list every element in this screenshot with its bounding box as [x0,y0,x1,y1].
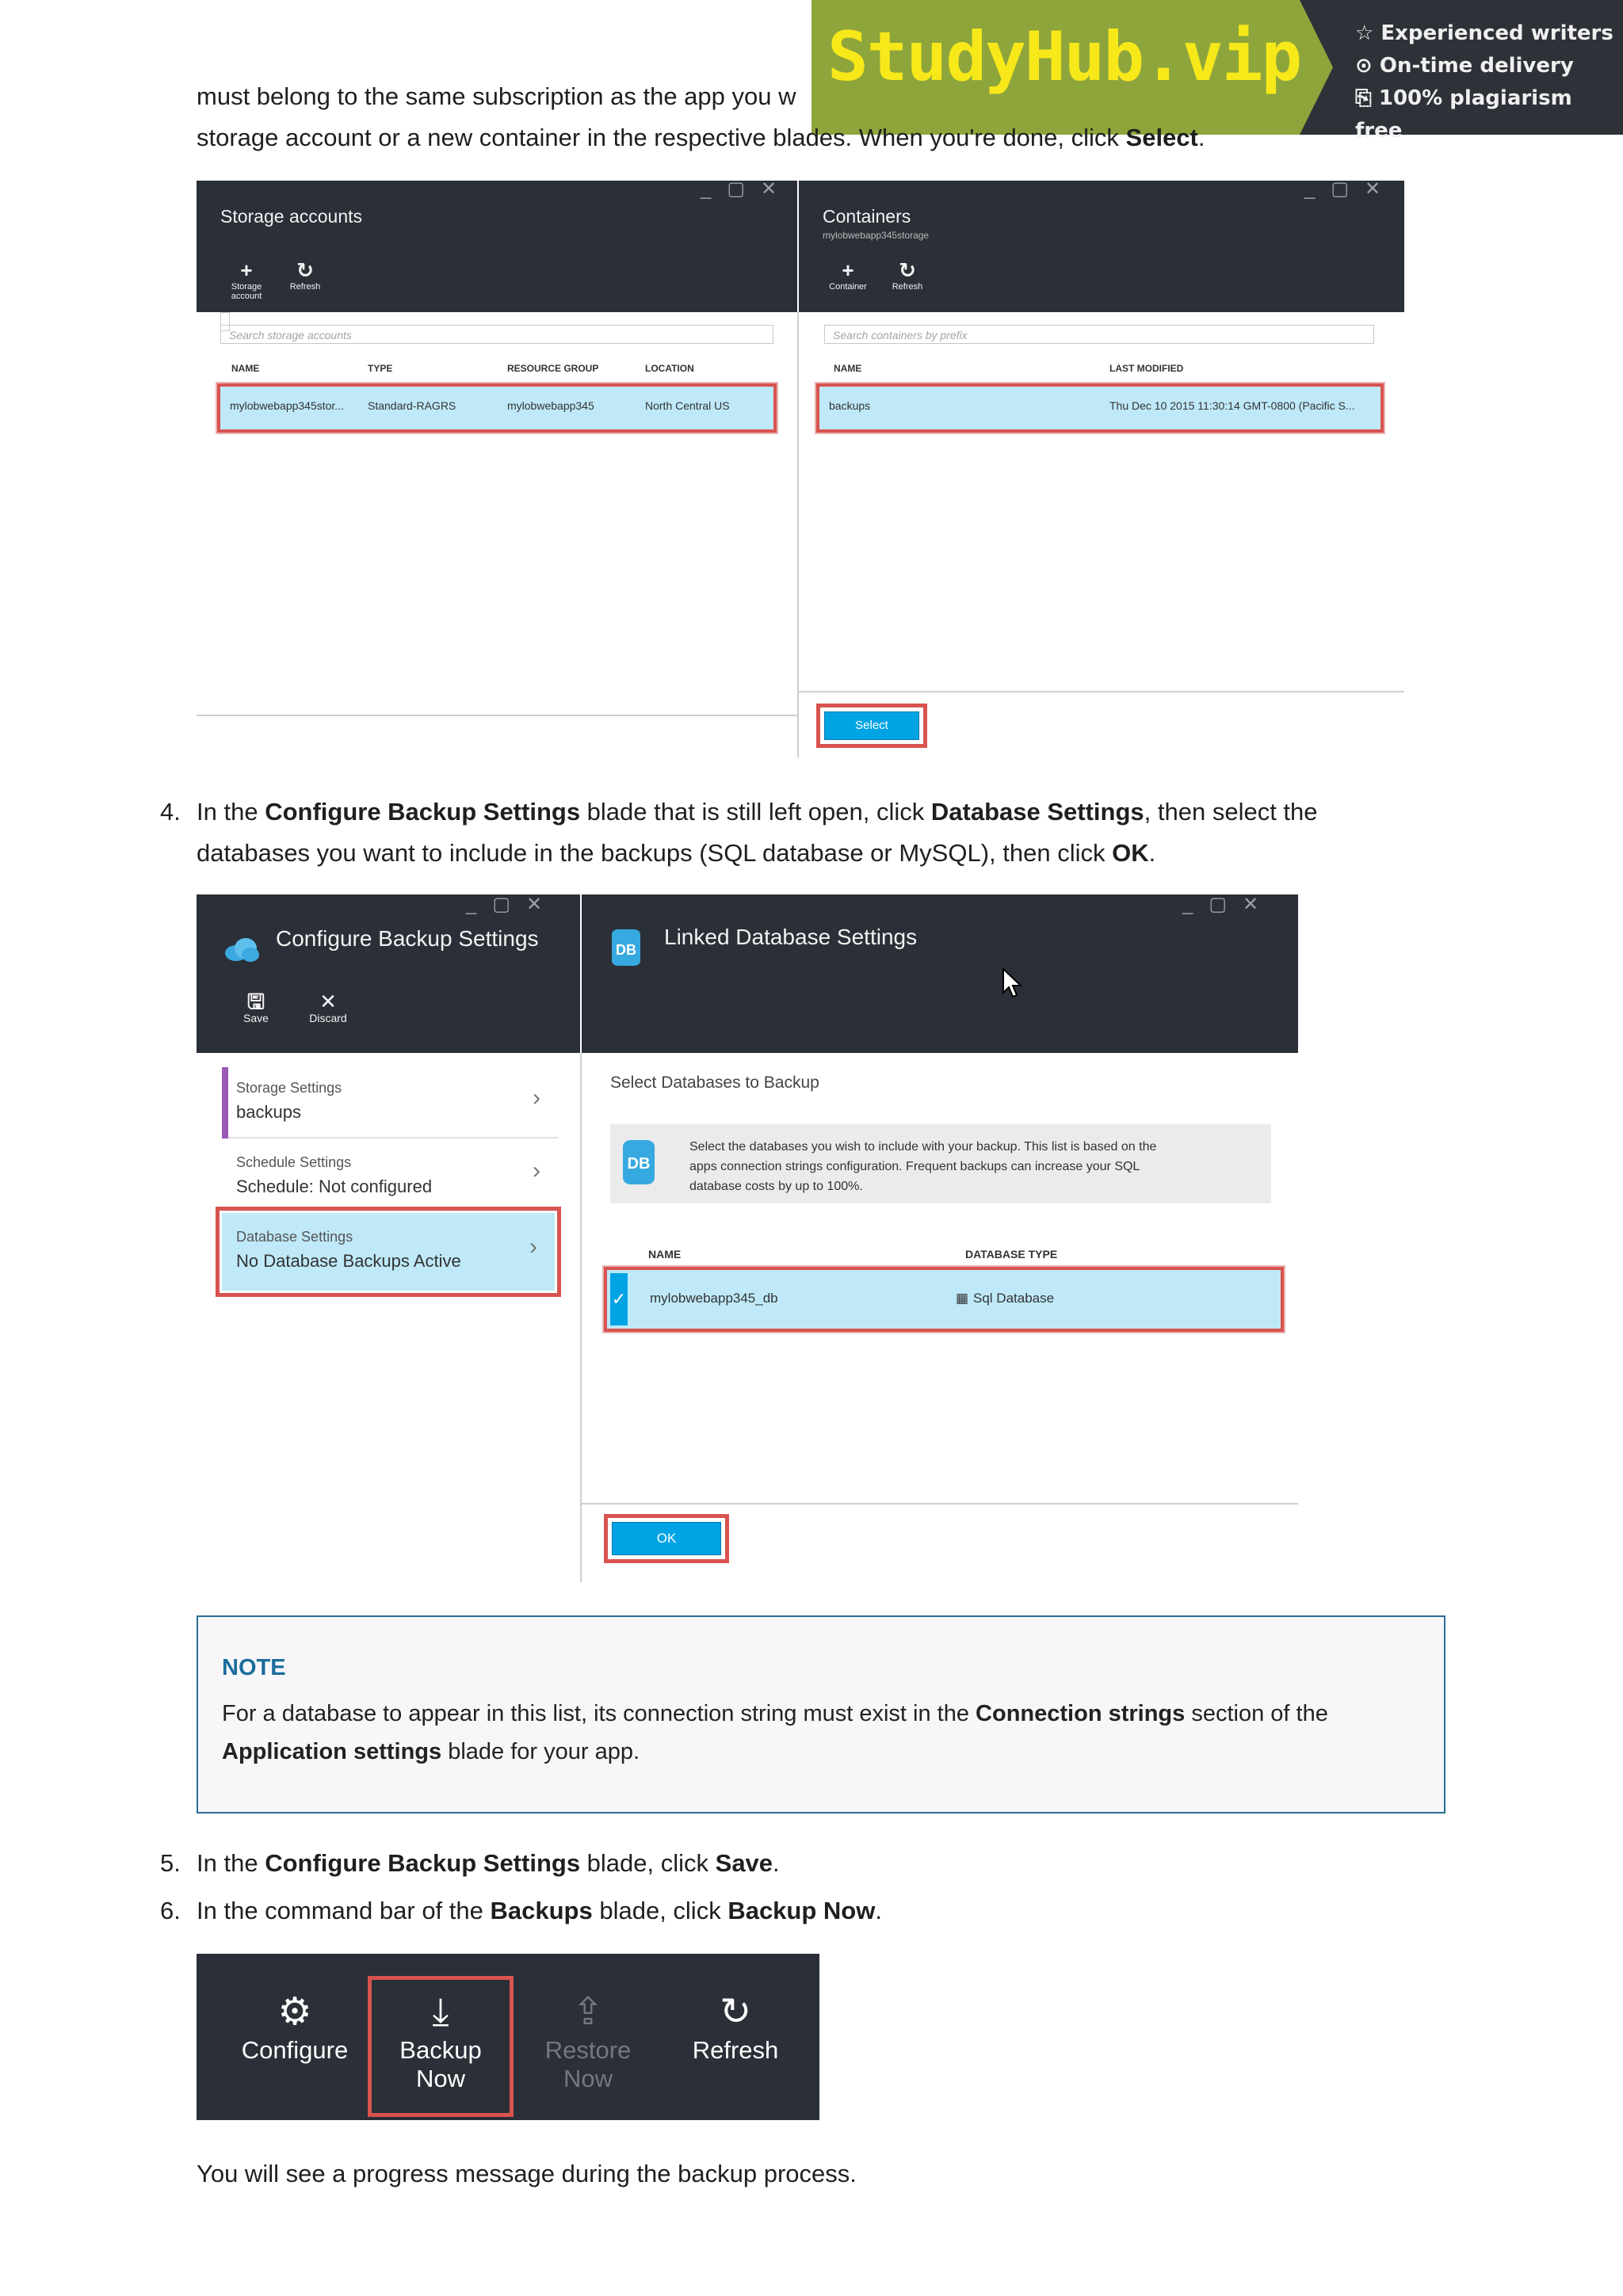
watermark-feature: ⎘ 100% plagiarism free [1355,86,1572,143]
close-icon: ✕ [319,990,337,1013]
refresh-button[interactable]: ↻ Refresh [285,258,325,292]
note-title: NOTE [222,1655,286,1680]
refresh-icon: ↻ [719,1991,752,2033]
search-storage-input[interactable]: Search storage accounts [220,325,773,344]
column-header: LAST MODIFIED [1109,363,1184,374]
window-controls[interactable]: _▢✕ [1182,894,1275,915]
backups-command-bar [197,1954,819,2120]
window-controls[interactable]: _▢✕ [701,178,793,200]
watermark-brand: StudyHub.vip [827,17,1301,97]
schedule-settings-item[interactable]: Schedule Settings Schedule: Not configured › [222,1140,558,1211]
intro-line-1: must belong to the same subscription as the app you w [197,82,796,110]
cloud-icon [223,936,258,959]
storage-accounts-header [197,178,797,312]
step-6-number: 6. [160,1897,181,1924]
configure-backup-header [197,894,580,1053]
window-controls[interactable]: _▢✕ [1304,178,1397,200]
intro-line-2: storage account or a new container in the respective blades. When you're done, click Select. [197,124,1205,151]
column-header: RESOURCE GROUP [507,363,599,374]
database-icon: DB [612,929,640,966]
divider [799,691,1404,692]
search-containers-input[interactable]: Search containers by prefix [824,325,1374,344]
column-header: TYPE [368,363,393,374]
step-5-text: In the Configure Backup Settings blade, click Save. [197,1849,780,1877]
step-4-text: In the Configure Backup Settings blade that is still left open, click Database Settings, then select the [197,798,1318,826]
save-icon: 🖫 [246,990,265,1013]
column-header: NAME [231,363,260,374]
containers-title: Containers [823,206,911,227]
storage-accounts-body [197,312,797,757]
plus-icon: + [240,258,253,282]
database-row[interactable]: ✓ mylobwebapp345_db ▦ Sql Database [604,1267,1284,1332]
step-4-number: 4. [160,798,181,826]
column-header: LOCATION [645,363,694,374]
add-container-button[interactable]: + Container [826,258,870,292]
gear-icon: ⚙ [277,1991,312,2033]
select-button[interactable]: Select [824,711,919,740]
window-controls[interactable]: _▢✕ [466,894,559,915]
mouse-cursor-icon [1002,967,1022,1003]
item-accent [222,1067,228,1138]
column-header: NAME [834,363,862,374]
info-panel [610,1124,1271,1203]
discard-button[interactable]: ✕ Discard [304,990,352,1023]
note-line-1: For a database to appear in this list, its connection string must exist in the Connection strings section of the [222,1701,1328,1726]
step-6-text: In the command bar of the Backups blade, click Backup Now. [197,1897,882,1924]
storage-account-row[interactable]: mylobwebapp345stor... Standard-RAGRS mylobwebapp345 North Central US [217,383,777,433]
column-header: DATABASE TYPE [965,1248,1058,1261]
linked-database-title: Linked Database Settings [664,925,918,949]
closing-text: You will see a progress message during the backup process. [197,2160,857,2187]
upload-icon: ⇪ [571,1991,605,2033]
containers-header [799,178,1404,312]
ok-button[interactable]: OK [612,1522,721,1555]
refresh-icon: ↻ [899,258,916,282]
download-icon: ⤓ [432,1991,449,2033]
column-header: NAME [648,1248,682,1261]
info-text: Select the databases you wish to include with your backup. This list is based on the apps connection strings configuration. Frequent backups can increase your SQL database costs by up to 100%. [689,1140,1157,1193]
chevron-right-icon: › [533,1085,540,1111]
sql-database-icon: ▦ [956,1291,969,1306]
step-4-text-2: databases you want to include in the backups (SQL database or MySQL), then click OK. [197,839,1156,867]
watermark-arrow [1300,0,1333,135]
note-box [197,1615,1445,1814]
storage-screenshot [197,178,1404,757]
add-storage-account-button[interactable]: + Storage account [227,258,266,301]
storage-settings-item[interactable]: Storage Settings backups › [222,1067,558,1138]
plus-icon: + [842,258,854,282]
refresh-button[interactable]: ↻ Refresh [672,1989,799,2065]
containers-subtitle: mylobwebapp345storage [823,230,930,241]
refresh-button[interactable]: ↻ Refresh [888,258,927,292]
chevron-right-icon: › [529,1234,537,1260]
watermark-feature: ☆ Experienced writers [1355,21,1613,45]
configure-button[interactable]: ⚙ Configure [231,1989,358,2065]
configure-backup-title: Configure Backup Settings [276,926,539,951]
container-row[interactable]: backups Thu Dec 10 2015 11:30:14 GMT-0800 (Pacific S... [816,383,1384,433]
database-settings-item[interactable]: Database Settings No Database Backups Active › [222,1213,555,1291]
note-line-2: Application settings blade for your app. [222,1739,640,1764]
divider [197,715,797,716]
select-databases-heading: Select Databases to Backup [610,1074,819,1092]
watermark-feature-list [1355,17,1623,147]
divider [582,1503,1298,1505]
linked-database-header [582,894,1298,1053]
checkmark-icon[interactable]: ✓ [610,1273,628,1325]
database-icon: DB [623,1140,655,1184]
watermark-feature: ⊙ On-time delivery [1355,54,1574,78]
backup-now-button[interactable]: ⤓ Backup Now [377,1989,504,2093]
database-settings-screenshot [197,894,1298,1582]
refresh-icon: ↻ [296,258,314,282]
restore-now-button[interactable]: ⇪ Restore Now [525,1989,651,2093]
storage-accounts-title: Storage accounts [220,206,363,227]
save-button[interactable]: 🖫 Save [236,990,276,1023]
chevron-right-icon: › [533,1158,540,1184]
step-5-number: 5. [160,1849,181,1877]
